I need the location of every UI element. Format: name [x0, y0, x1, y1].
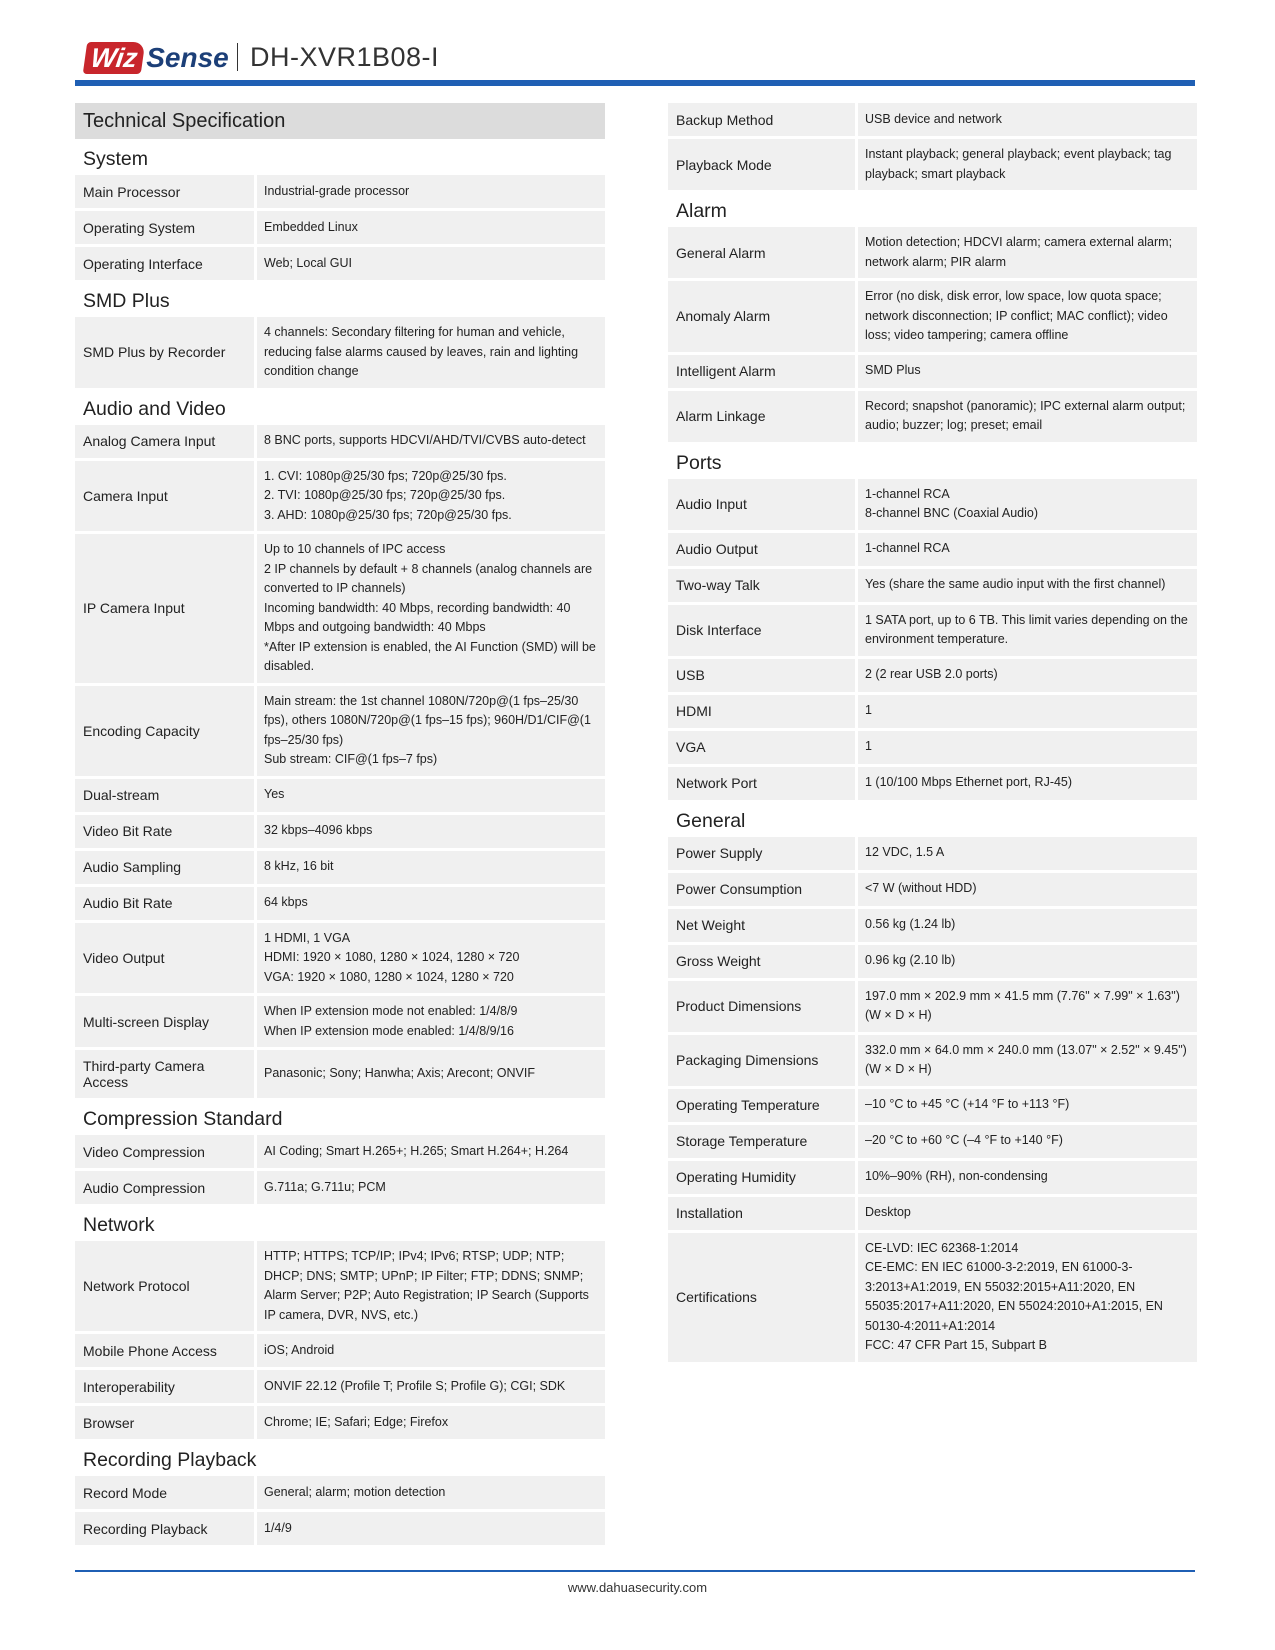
spec-label: Encoding Capacity [75, 686, 254, 776]
spec-value [858, 767, 1197, 800]
footer-divider [75, 1570, 1195, 1572]
spec-value-line: Panasonic; Sony; Hanwha; Axis; Arecont; ONVIF [264, 1066, 535, 1081]
spec-value-line: 1 SATA port, up to 6 TB. This limit varies depending on the environment temperature. [865, 612, 1188, 646]
header-accent-bar [75, 80, 1195, 86]
spec-label: Browser [75, 1406, 254, 1439]
spec-row-operating-system [75, 211, 605, 244]
spec-value [858, 1161, 1197, 1194]
spec-value-line: FCC: 47 CFR Part 15, Subpart B [865, 1338, 1048, 1352]
spec-label: Analog Camera Input [75, 425, 254, 458]
spec-row-smd-plus-by-recorder [75, 317, 605, 388]
spec-value [858, 569, 1197, 602]
spec-value-line: 332.0 mm × 64.0 mm × 240.0 mm (13.07" × 2.52" × 9.45") (W × D × H) [865, 1042, 1187, 1076]
spec-label: Operating Temperature [668, 1089, 855, 1122]
wizsense-logo [85, 40, 229, 76]
spec-main-title: Technical Specification [75, 103, 605, 139]
right-sections [668, 103, 1197, 1362]
spec-label: Anomaly Alarm [668, 281, 855, 352]
spec-value [858, 1233, 1197, 1362]
spec-row-gross-weight [668, 945, 1197, 978]
spec-value [257, 1406, 605, 1439]
spec-value-line: *After IP extension is enabled, the AI Function (SMD) will be disabled. [264, 639, 596, 673]
spec-label: Camera Input [75, 461, 254, 532]
spec-row-operating-interface [75, 247, 605, 280]
spec-label: Operating Interface [75, 247, 254, 280]
left-sections [75, 141, 605, 1545]
spec-label: Net Weight [668, 909, 855, 942]
section-title-compression-standard: Compression Standard [83, 1108, 283, 1130]
spec-value-line: Error (no disk, disk error, low space, low quota space; network disconnection; IP conflict; MAC conflict); video loss; video tampering; camera offline [865, 289, 1168, 342]
spec-row-browser [75, 1406, 605, 1439]
spec-value [257, 317, 605, 388]
spec-label: Video Output [75, 923, 254, 994]
spec-value-line: HTTP; HTTPS; TCP/IP; IPv4; IPv6; RTSP; UDP; NTP; DHCP; DNS; SMTP; UPnP; IP Filter; FTP; DDNS; SNMP; Alarm Server; P2P; Auto Registration; IP Search (Supports IP camera, DVR, NVS, etc.) [264, 1249, 589, 1322]
spec-value-line: Yes (share the same audio input with the first channel) [865, 577, 1166, 592]
spec-value [257, 1370, 605, 1403]
spec-value-line: 1 HDMI, 1 VGA [264, 930, 351, 945]
spec-value [257, 247, 605, 280]
spec-row-encoding-capacity [75, 686, 605, 776]
spec-value-line: Industrial-grade processor [264, 183, 410, 198]
spec-label: Storage Temperature [668, 1125, 855, 1158]
section-title-smd-plus: SMD Plus [83, 290, 170, 312]
spec-value-line: Record; snapshot (panoramic); IPC external alarm output; audio; buzzer; log; preset; email [865, 398, 1186, 432]
spec-row-analog-camera-input [75, 425, 605, 458]
spec-value-line: When IP extension mode not enabled: 1/4/8/9 [264, 1004, 518, 1018]
spec-value [858, 695, 1197, 728]
spec-row-two-way-talk [668, 569, 1197, 602]
spec-value-line: AI Coding; Smart H.265+; H.265; Smart H.264+; H.264 [264, 1143, 569, 1158]
spec-value-line: 1 [865, 703, 872, 718]
spec-label: IP Camera Input [75, 534, 254, 683]
spec-row-network-port [668, 767, 1197, 800]
spec-value [858, 281, 1197, 352]
spec-value [257, 887, 605, 920]
spec-value-line: 2 IP channels by default + 8 channels (analog channels are converted to IP channels) [264, 561, 593, 595]
spec-row-record-mode [75, 1476, 605, 1509]
spec-label: Backup Method [668, 103, 855, 136]
spec-label: Video Compression [75, 1135, 254, 1168]
spec-value-line: Sub stream: CIF@(1 fps–7 fps) [264, 752, 438, 766]
footer-url: www.dahuasecurity.com [567, 1580, 708, 1595]
spec-row-power-supply [668, 837, 1197, 870]
spec-value [257, 1334, 605, 1367]
spec-value-line: <7 W (without HDD) [865, 881, 977, 896]
spec-value [858, 945, 1197, 978]
spec-value [257, 1135, 605, 1168]
spec-row-installation [668, 1197, 1197, 1230]
spec-value-line: 1-channel RCA [865, 486, 950, 501]
section-title-recording-playback: Recording Playback [83, 1449, 257, 1471]
spec-value-line: CE-EMC: EN IEC 61000-3-2:2019, EN 61000-3-3:2013+A1:2019, EN 55032:2015+A11:2020, EN 55035:2017+A11:2020, EN 55024:2010+A1:2015, EN 50130-4:2011+A1:2014 [865, 1260, 1163, 1333]
spec-row-net-weight [668, 909, 1197, 942]
spec-value [858, 873, 1197, 906]
section-title-system: System [83, 148, 149, 170]
spec-value-line: iOS; Android [264, 1342, 335, 1357]
spec-row-audio-input [668, 479, 1197, 530]
spec-label: General Alarm [668, 227, 855, 278]
spec-row-third-party-camera-access [75, 1050, 605, 1098]
spec-label: Mobile Phone Access [75, 1334, 254, 1367]
spec-value-line: 10%–90% (RH), non-condensing [865, 1169, 1048, 1184]
spec-value [257, 923, 605, 994]
spec-label: Recording Playback [75, 1512, 254, 1545]
spec-row-multi-screen-display [75, 996, 605, 1047]
spec-row-usb [668, 659, 1197, 692]
spec-value-line: Main stream: the 1st channel 1080N/720p@(1 fps–25/30 fps), others 1080N/720p@(1 fps–15 fps); 960H/D1/CIF@(1 fps–25/30 fps) [264, 693, 591, 747]
spec-value [257, 175, 605, 208]
spec-value-line: 8 kHz, 16 bit [264, 859, 334, 874]
spec-value-line: Web; Local GUI [264, 255, 353, 270]
spec-label: Alarm Linkage [668, 391, 855, 442]
spec-value [858, 103, 1197, 136]
spec-row-mobile-phone-access [75, 1334, 605, 1367]
spec-value-line: 0.56 kg (1.24 lb) [865, 917, 956, 932]
spec-label: Interoperability [75, 1370, 254, 1403]
spec-row-general-alarm [668, 227, 1197, 278]
spec-label: Audio Output [668, 533, 855, 566]
spec-value [858, 1089, 1197, 1122]
header-divider [237, 43, 238, 71]
spec-value [858, 909, 1197, 942]
spec-value [858, 1125, 1197, 1158]
spec-value [858, 1197, 1197, 1230]
spec-value [858, 533, 1197, 566]
spec-value-line: 0.96 kg (2.10 lb) [865, 953, 956, 968]
spec-label: Audio Bit Rate [75, 887, 254, 920]
spec-value-line: USB device and network [865, 111, 1002, 126]
right-column [668, 103, 1197, 1365]
spec-row-network-protocol [75, 1241, 605, 1331]
spec-label: Packaging Dimensions [668, 1035, 855, 1086]
spec-value-line: Instant playback; general playback; event playback; tag playback; smart playback [865, 147, 1172, 181]
spec-label: VGA [668, 731, 855, 764]
spec-row-product-dimensions [668, 981, 1197, 1032]
spec-value-line: Yes [264, 787, 285, 802]
section-title-general: General [676, 809, 746, 832]
spec-row-dual-stream [75, 779, 605, 812]
spec-label: USB [668, 659, 855, 692]
spec-label: Playback Mode [668, 139, 855, 190]
spec-value [858, 139, 1197, 190]
spec-row-camera-input [75, 461, 605, 532]
spec-value-line: When IP extension mode enabled: 1/4/8/9/16 [264, 1023, 514, 1038]
spec-value-line: 8-channel BNC (Coaxial Audio) [865, 506, 1039, 520]
spec-row-audio-bit-rate [75, 887, 605, 920]
spec-label: Operating System [75, 211, 254, 244]
spec-value-line: –20 °C to +60 °C (–4 °F to +140 °F) [865, 1133, 1063, 1148]
spec-value-line: General; alarm; motion detection [264, 1484, 446, 1499]
spec-row-audio-compression [75, 1171, 605, 1204]
spec-label: Network Protocol [75, 1241, 254, 1331]
spec-label: Main Processor [75, 175, 254, 208]
spec-label: Video Bit Rate [75, 815, 254, 848]
spec-row-interoperability [75, 1370, 605, 1403]
spec-value-line: G.711a; G.711u; PCM [264, 1179, 386, 1194]
spec-value-line: 1/4/9 [264, 1520, 292, 1535]
spec-row-main-processor [75, 175, 605, 208]
spec-label: Dual-stream [75, 779, 254, 812]
spec-row-video-output [75, 923, 605, 994]
left-column [75, 103, 605, 1548]
spec-value-line: ONVIF 22.12 (Profile T; Profile S; Profile G); CGI; SDK [264, 1378, 566, 1393]
spec-value-line: 197.0 mm × 202.9 mm × 41.5 mm (7.76" × 7.99" × 1.63") (W × D × H) [865, 988, 1180, 1022]
spec-row-power-consumption [668, 873, 1197, 906]
spec-label: Installation [668, 1197, 855, 1230]
spec-label: Network Port [668, 767, 855, 800]
spec-value [858, 659, 1197, 692]
spec-value-line: Motion detection; HDCVI alarm; camera external alarm; network alarm; PIR alarm [865, 235, 1173, 269]
spec-value [257, 425, 605, 458]
spec-label: Intelligent Alarm [668, 355, 855, 388]
spec-value [858, 1035, 1197, 1086]
spec-value-line: Chrome; IE; Safari; Edge; Firefox [264, 1414, 449, 1429]
section-title-audio-and-video: Audio and Video [83, 397, 226, 420]
spec-value [257, 1241, 605, 1331]
spec-value [257, 211, 605, 244]
spec-label: Power Consumption [668, 873, 855, 906]
spec-row-recording-playback [75, 1512, 605, 1545]
spec-label: Power Supply [668, 837, 855, 870]
spec-value [858, 227, 1197, 278]
spec-value-line: Up to 10 channels of IPC access [264, 542, 446, 556]
logo-wiz-mark: Wiz [83, 42, 146, 74]
spec-value [257, 1050, 605, 1098]
spec-value [858, 479, 1197, 530]
spec-value [257, 996, 605, 1047]
spec-label: Record Mode [75, 1476, 254, 1509]
spec-label: Audio Compression [75, 1171, 254, 1204]
spec-label: Product Dimensions [668, 981, 855, 1032]
spec-label: Third-party Camera Access [75, 1050, 254, 1098]
spec-row-certifications [668, 1233, 1197, 1362]
spec-row-backup-method [668, 103, 1197, 136]
spec-row-anomaly-alarm [668, 281, 1197, 352]
spec-value-line: 64 kbps [264, 895, 308, 910]
spec-value-line: 1 (10/100 Mbps Ethernet port, RJ-45) [865, 775, 1073, 790]
spec-value [257, 461, 605, 532]
spec-value-line: VGA: 1920 × 1080, 1280 × 1024, 1280 × 720 [264, 969, 514, 984]
spec-value [257, 534, 605, 683]
spec-value-line: Desktop [865, 1205, 911, 1220]
spec-value-line: 4 channels: Secondary filtering for human and vehicle, reducing false alarms caused by leaves, rain and lighting condition change [264, 325, 579, 378]
spec-value-line: 12 VDC, 1.5 A [865, 845, 945, 860]
spec-row-alarm-linkage [668, 391, 1197, 442]
spec-value [858, 837, 1197, 870]
spec-value-line: 1. CVI: 1080p@25/30 fps; 720p@25/30 fps. [264, 468, 507, 483]
spec-value-line: 3. AHD: 1080p@25/30 fps; 720p@25/30 fps. [264, 507, 512, 522]
spec-row-hdmi [668, 695, 1197, 728]
spec-label: Multi-screen Display [75, 996, 254, 1047]
spec-value [257, 1476, 605, 1509]
spec-value [257, 779, 605, 812]
spec-row-playback-mode [668, 139, 1197, 190]
spec-row-packaging-dimensions [668, 1035, 1197, 1086]
spec-row-storage-temperature [668, 1125, 1197, 1158]
section-title-alarm: Alarm [676, 200, 727, 222]
spec-label: Audio Sampling [75, 851, 254, 884]
spec-label: Certifications [668, 1233, 855, 1362]
spec-row-ip-camera-input [75, 534, 605, 683]
spec-value-line: HDMI: 1920 × 1080, 1280 × 1024, 1280 × 720 [264, 950, 520, 964]
spec-value [858, 981, 1197, 1032]
section-title-network: Network [83, 1214, 155, 1236]
spec-value-line: 1-channel RCA [865, 541, 950, 556]
spec-value-line: SMD Plus [865, 363, 921, 378]
spec-value-line: Embedded Linux [264, 219, 358, 234]
spec-value-line: 2 (2 rear USB 2.0 ports) [865, 667, 998, 682]
spec-row-video-compression [75, 1135, 605, 1168]
page-header [75, 38, 1195, 88]
spec-value [858, 731, 1197, 764]
spec-value [858, 391, 1197, 442]
spec-value [858, 355, 1197, 388]
model-number: DH-XVR1B08-I [250, 42, 440, 72]
spec-value [257, 815, 605, 848]
spec-label: Operating Humidity [668, 1161, 855, 1194]
spec-row-intelligent-alarm [668, 355, 1197, 388]
spec-label: Audio Input [668, 479, 855, 530]
spec-label: Two-way Talk [668, 569, 855, 602]
spec-label: SMD Plus by Recorder [75, 317, 254, 388]
spec-value-line: 32 kbps–4096 kbps [264, 823, 373, 838]
spec-row-video-bit-rate [75, 815, 605, 848]
spec-row-operating-humidity [668, 1161, 1197, 1194]
section-title-ports: Ports [676, 451, 722, 474]
spec-row-operating-temperature [668, 1089, 1197, 1122]
spec-value [257, 1512, 605, 1545]
spec-row-audio-output [668, 533, 1197, 566]
spec-value-line: 8 BNC ports, supports HDCVI/AHD/TVI/CVBS auto-detect [264, 433, 586, 448]
spec-value-line: –10 °C to +45 °C (+14 °F to +113 °F) [865, 1097, 1070, 1112]
spec-value-line: Incoming bandwidth: 40 Mbps, recording bandwidth: 40 Mbps and outgoing bandwidth: 40 Mbps [264, 600, 571, 634]
spec-value-line: 2. TVI: 1080p@25/30 fps; 720p@25/30 fps. [264, 488, 506, 502]
spec-row-vga [668, 731, 1197, 764]
spec-value [257, 686, 605, 776]
spec-row-disk-interface [668, 605, 1197, 656]
spec-row-audio-sampling [75, 851, 605, 884]
spec-value [257, 851, 605, 884]
spec-label: Disk Interface [668, 605, 855, 656]
spec-value-line: CE-LVD: IEC 62368-1:2014 [865, 1240, 1019, 1255]
spec-label: Gross Weight [668, 945, 855, 978]
spec-value [858, 605, 1197, 656]
spec-value [257, 1171, 605, 1204]
logo-sense-text: Sense [146, 42, 229, 73]
spec-value-line: 1 [865, 739, 872, 754]
spec-label: HDMI [668, 695, 855, 728]
